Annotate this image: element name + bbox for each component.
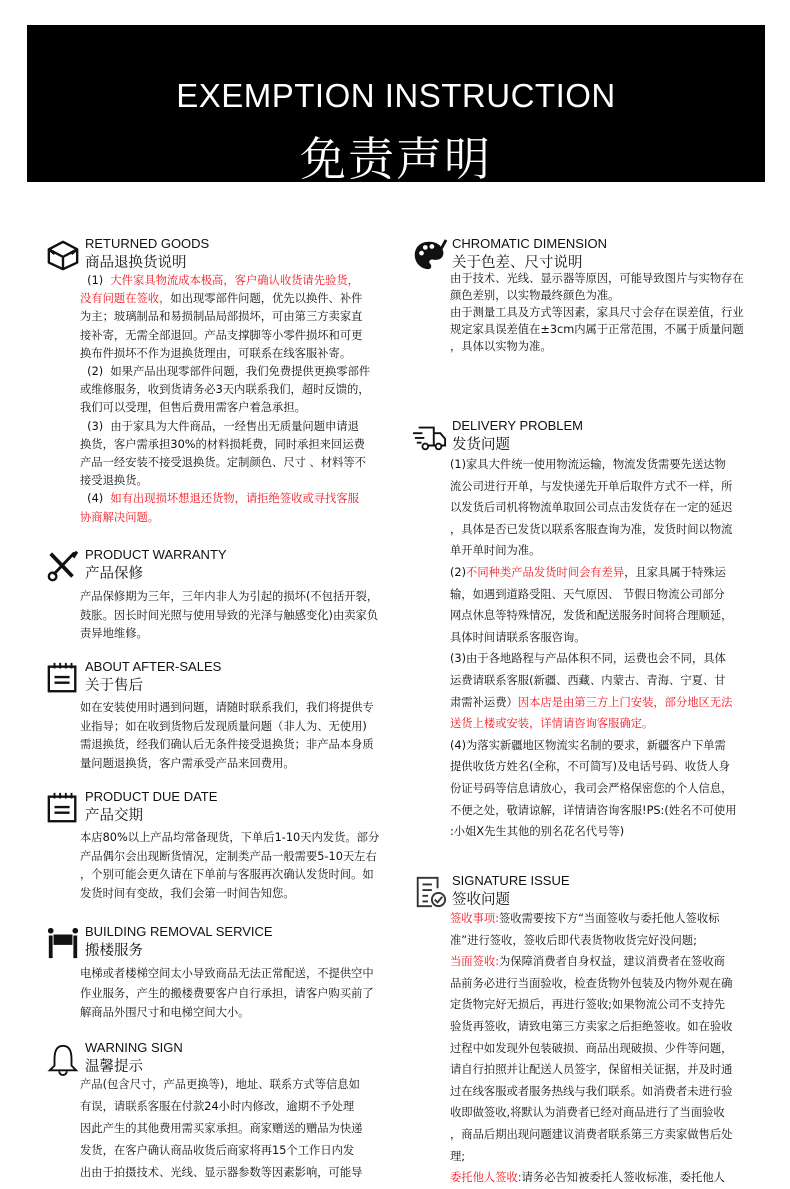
- text-segment: 需退换货，经我们确认后无条件接受退换货；非产品本身质: [80, 738, 374, 751]
- text-line: [80, 308, 370, 326]
- text-line: [450, 287, 744, 304]
- text-segment: 因此产生的其他费用需买家承担。商家赠送的赠品为快递: [80, 1122, 363, 1135]
- text-line: [450, 821, 737, 843]
- text-segment: 流公司进行开单，与发快递先开单后取件方式不一样，所: [450, 479, 733, 493]
- text-line: [450, 756, 737, 778]
- text-line: [80, 755, 374, 774]
- text-segment: ，个别可能会更久请在下单前与客服再次确认发货时间。如: [80, 868, 374, 881]
- heading-zh: 产品交期: [85, 808, 143, 824]
- text-line: [450, 540, 737, 562]
- text-segment: 肃需补运费）: [450, 695, 518, 709]
- text-line: [80, 381, 370, 399]
- text-segment: 产品(包含尺寸，产品更换等)，地址、联系方式等信息如: [80, 1078, 360, 1091]
- highlighted-text: 委托他人签收:: [450, 1171, 522, 1185]
- text-line: [450, 562, 737, 584]
- text-line: [80, 327, 370, 345]
- text-line: [450, 1081, 732, 1103]
- text-line: [450, 1059, 732, 1081]
- section-body: [80, 588, 378, 644]
- text-line: [80, 1096, 362, 1118]
- tools-icon: [45, 549, 81, 583]
- text-segment: 提供收货方姓名(全称，不可简写)及电话号码、收货人身: [450, 760, 730, 774]
- text-segment: (1)家具大件统一使用物流运输，物流发货需要先送达物: [450, 458, 726, 471]
- text-segment: 接受退换货。: [80, 474, 148, 488]
- text-line: [80, 472, 370, 490]
- text-segment: 电梯或者楼梯空间太小导致商品无法正常配送，不提供空中: [80, 967, 374, 980]
- text-line: [80, 1162, 362, 1184]
- text-segment: 签收需要按下方“当面签收与委托他人签收标: [499, 912, 720, 925]
- text-segment: (3)由于各地路程与产品体积不同，运费也会不同，具体: [450, 652, 726, 666]
- heading-en: ABOUT AFTER-SALES: [85, 659, 222, 674]
- text-line: [450, 304, 744, 321]
- text-line: [450, 1167, 732, 1189]
- heading-en: SIGNATURE ISSUE: [452, 873, 570, 888]
- text-line: [450, 1016, 732, 1038]
- text-line: [80, 1118, 362, 1140]
- heading-zh: 发货问题: [452, 437, 510, 453]
- text-line: [80, 984, 374, 1004]
- text-line: [80, 885, 379, 904]
- text-line: [450, 713, 737, 735]
- text-line: [450, 800, 737, 822]
- text-segment: (4): [80, 492, 111, 506]
- text-segment: 产品偶尔会出现断货情况，定制类产品一般需要5-10天左右: [80, 849, 377, 863]
- text-segment: 换货，客户需承担30%的材料损耗费，同时承担来回运费: [80, 437, 365, 451]
- section-body: [450, 908, 732, 1189]
- box-icon: [45, 238, 81, 272]
- text-segment: (1): [80, 274, 111, 287]
- heading-zh: 签收问题: [452, 892, 510, 908]
- text-segment: 单开单时间为准。: [450, 544, 541, 558]
- heading-en: PRODUCT DUE DATE: [85, 789, 218, 804]
- text-line: [450, 1124, 732, 1146]
- text-line: [450, 270, 744, 287]
- text-segment: 具体时间请联系客服咨询。: [450, 630, 586, 644]
- section-body: [80, 964, 374, 1023]
- text-segment: ，具体以实物为准。: [450, 340, 552, 353]
- text-line: [80, 866, 379, 885]
- text-line: [80, 345, 370, 363]
- text-segment: 本店80%以上产品均常备现货，下单后1-10天内发货。部分: [80, 831, 380, 844]
- text-line: [80, 436, 370, 454]
- bell-icon: [45, 1042, 81, 1076]
- text-line: [80, 272, 370, 290]
- text-line: [450, 951, 732, 973]
- text-segment: 验货再签收，请致电第三方卖家之后拒绝签收。如在验收: [450, 1019, 733, 1033]
- text-line: [450, 648, 737, 670]
- heading-zh: 产品保修: [85, 566, 143, 582]
- highlighted-text: 当面签收:: [450, 955, 499, 969]
- text-line: [80, 399, 370, 417]
- text-line: [450, 930, 732, 952]
- calendar-icon: [45, 791, 81, 825]
- text-segment: 由于技术、光线、显示器等原因，可能导致图片与实物存在: [450, 272, 744, 285]
- title-en: EXEMPTION INSTRUCTION: [176, 77, 616, 114]
- text-line: [450, 692, 737, 714]
- text-line: [80, 418, 370, 436]
- text-line: [450, 908, 732, 930]
- text-segment: (3) 由于家具为大件商品，一经售出无质量问题申请退: [80, 419, 359, 433]
- text-line: [450, 1146, 732, 1168]
- calendar-icon: [45, 661, 81, 695]
- text-line: [80, 1003, 374, 1023]
- text-segment: ，商品后期出现问题建议消费者联系第三方卖家做售后处: [450, 1127, 733, 1141]
- text-line: [450, 338, 744, 355]
- header-banner: [27, 25, 765, 186]
- heading-en: WARNING SIGN: [85, 1040, 183, 1055]
- text-line: [80, 699, 374, 718]
- heading-zh: 搬楼服务: [85, 943, 143, 959]
- text-line: [80, 454, 370, 472]
- text-segment: 份证号码等信息请放心，我司会严格保密您的个人信息，: [450, 781, 733, 795]
- text-line: [80, 1140, 362, 1162]
- text-segment: 为保障消费者自身权益，建议消费者在签收商: [499, 955, 725, 969]
- palette-icon: [412, 238, 448, 272]
- text-segment: 以发货后司机将物流单取回公司点击发货存在一定的延迟: [450, 501, 733, 515]
- text-line: [80, 964, 374, 984]
- text-segment: 如在安装使用时遇到问题，请随时联系我们，我们将提供专: [80, 701, 374, 714]
- section-body: [450, 454, 737, 843]
- text-segment: 输，如遇到道路受阻、天气原因、 节假日物流公司部分: [450, 587, 725, 601]
- text-segment: (4)为落实新疆地区物流实名制的要求，新疆客户下单需: [450, 738, 726, 752]
- text-segment: 发货，在客户确认商品收货后商家将再15个工作日内发: [80, 1144, 355, 1157]
- highlighted-text: 因本店是由第三方上门安装，部分地区无法: [517, 695, 733, 709]
- highlighted-text: 协商解决问题。: [80, 510, 160, 524]
- heading-zh: 温馨提示: [85, 1059, 143, 1075]
- text-line: [450, 735, 737, 757]
- text-segment: 产品一经安装不接受退换货。定制颜色、尺寸 、材料等不: [80, 456, 367, 470]
- text-segment: 接补寄，无需全部退回。产品支撑脚等小零件损坏和可更: [80, 328, 363, 342]
- text-segment: (2): [450, 565, 467, 579]
- section-body: [80, 1074, 362, 1184]
- text-segment: 解商品外围尺寸和电梯空间大小。: [80, 1006, 250, 1019]
- section-body: [80, 272, 370, 527]
- truck-icon: [412, 420, 448, 454]
- text-segment: 理;: [450, 1149, 466, 1163]
- heading-en: PRODUCT WARRANTY: [85, 547, 227, 562]
- heading-en: RETURNED GOODS: [85, 236, 210, 251]
- text-segment: 收即做签收,将默认为消费者已经对商品进行了当面验收: [450, 1106, 725, 1120]
- text-line: [80, 363, 370, 381]
- text-segment: 为主；玻璃制品和易损制品局部损坏，可由第三方卖家直: [80, 310, 363, 324]
- text-segment: ，且家具属于特殊运: [624, 565, 726, 579]
- highlighted-text: 没有问题在签收，: [80, 292, 171, 306]
- text-segment: :小姐X先生其他的别名花名代号等): [450, 825, 625, 839]
- highlighted-text: 如有出现损坏想退还货物，请拒绝签收或寻找客服: [110, 492, 359, 506]
- text-segment: 换布件损坏不作为退换货理由，可联系在线客服补寄。: [80, 346, 352, 360]
- highlighted-text: 大件家具物流成本极高，客户确认收货请先验货，: [110, 274, 359, 287]
- text-line: [450, 454, 737, 476]
- text-segment: 过在线客服或者服务热线与我们联系。如消费者未进行验: [450, 1084, 733, 1098]
- section-body: [80, 829, 379, 903]
- text-segment: 业指导；如在收到货物后发现质量问题（非人为、无使用): [80, 719, 367, 733]
- text-segment: 过程中如发现外包装破损、商品出现破损、少件等问题，: [450, 1041, 733, 1055]
- title-zh: 免责声明: [300, 132, 492, 186]
- text-segment: 网点休息等特殊情况，发货和配送服务时间将合理顺延，: [450, 609, 733, 623]
- text-segment: 运费请联系客服(新疆、西藏、内蒙古、青海、宁夏、甘: [450, 673, 726, 687]
- text-line: [80, 588, 378, 607]
- text-segment: 或维修服务，收到货请务必3天内联系我们，超时反馈的，: [80, 383, 370, 397]
- text-segment: 如出现零部件问题，优先以换件、补件: [170, 292, 363, 306]
- text-segment: 品前务必进行当面验收，检查货物外包装及内物外观在确: [450, 976, 733, 990]
- text-segment: 准”进行签收，签收后即代表货物收货完好没问题;: [450, 933, 697, 947]
- text-line: [450, 605, 737, 627]
- text-line: [450, 973, 732, 995]
- text-line: [450, 476, 737, 498]
- text-segment: 产品保修期为三年，三年内非人为引起的损坏(不包括开裂，: [80, 590, 379, 603]
- text-segment: 作业服务，产生的搬楼费要客户自行承担，请客户购买前了: [80, 986, 374, 1000]
- movers-icon: [45, 926, 81, 960]
- text-segment: 规定家具误差值在±3cm内属于正常范围，不属于质量问题: [450, 323, 744, 336]
- text-line: [80, 490, 370, 508]
- text-line: [80, 625, 378, 644]
- signed-document-icon: [412, 875, 448, 909]
- text-segment: (2) 如果产品出现零部件问题，我们免费提供更换零部件: [80, 365, 371, 379]
- text-line: [450, 994, 732, 1016]
- text-line: [450, 584, 737, 606]
- text-line: [80, 509, 370, 527]
- text-line: [80, 607, 378, 626]
- heading-en: BUILDING REMOVAL SERVICE: [85, 924, 273, 939]
- text-segment: ，具体是否已发货以联系客服查询为准，发货时间以物流: [450, 522, 733, 536]
- text-line: [80, 1074, 362, 1096]
- section-body: [450, 270, 744, 355]
- text-line: [80, 736, 374, 755]
- text-line: [450, 1038, 732, 1060]
- text-line: [450, 519, 737, 541]
- text-line: [450, 627, 737, 649]
- highlighted-text: 签收事项:: [450, 912, 499, 925]
- text-line: [450, 497, 737, 519]
- text-segment: 出由于拍摄技术、光线、显示器参数等因素影响，可能导: [80, 1166, 363, 1179]
- highlighted-text: 送货上楼或安装，详情请咨询客服确定。: [450, 717, 654, 731]
- text-segment: 颜色差别，以实物最终颜色为准。: [450, 289, 620, 302]
- text-segment: 不便之处，敬请谅解，详情请咨询客服!PS:(姓名不可使用: [450, 803, 737, 817]
- heading-en: CHROMATIC DIMENSION: [452, 236, 608, 251]
- text-segment: 我们可以受理，但售后费用需客户着急承担。: [80, 401, 306, 415]
- text-line: [80, 829, 379, 848]
- text-segment: 责异地维修。: [80, 627, 148, 640]
- section-body: [80, 699, 374, 773]
- text-line: [80, 718, 374, 737]
- text-segment: 请自行拍照并让配送人员签字，保留相关证据，并及时通: [450, 1063, 733, 1077]
- text-segment: 有误，请联系客服在付款24小时内修改，逾期不予处理: [80, 1100, 355, 1113]
- text-line: [450, 670, 737, 692]
- text-segment: 由于测量工具及方式等因素，家具尺寸会存在误差值，行业: [450, 306, 744, 319]
- highlighted-text: 不同种类产品发货时间会有差异: [466, 565, 625, 579]
- text-line: [80, 290, 370, 308]
- heading-zh: 关于售后: [85, 678, 143, 694]
- text-segment: 定货物完好无损后，再进行签收;如果物流公司不支持先: [450, 998, 725, 1012]
- text-line: [450, 321, 744, 338]
- text-line: [450, 778, 737, 800]
- text-segment: 请务必告知被委托人签收标准，委托他人: [521, 1171, 725, 1185]
- text-segment: 量问题退换货，客户需承受产品来回费用。: [80, 756, 295, 770]
- heading-en: DELIVERY PROBLEM: [452, 418, 584, 433]
- text-line: [80, 848, 379, 867]
- heading-zh: 关于色差、尺寸说明: [452, 255, 583, 271]
- text-segment: 发货时间有变故，我们会第一时间告知您。: [80, 886, 295, 900]
- text-segment: 鼓胀。因长时间光照与使用导致的光泽与触感变化)由卖家负: [80, 608, 379, 622]
- text-line: [450, 1102, 732, 1124]
- heading-zh: 商品退换货说明: [85, 255, 187, 271]
